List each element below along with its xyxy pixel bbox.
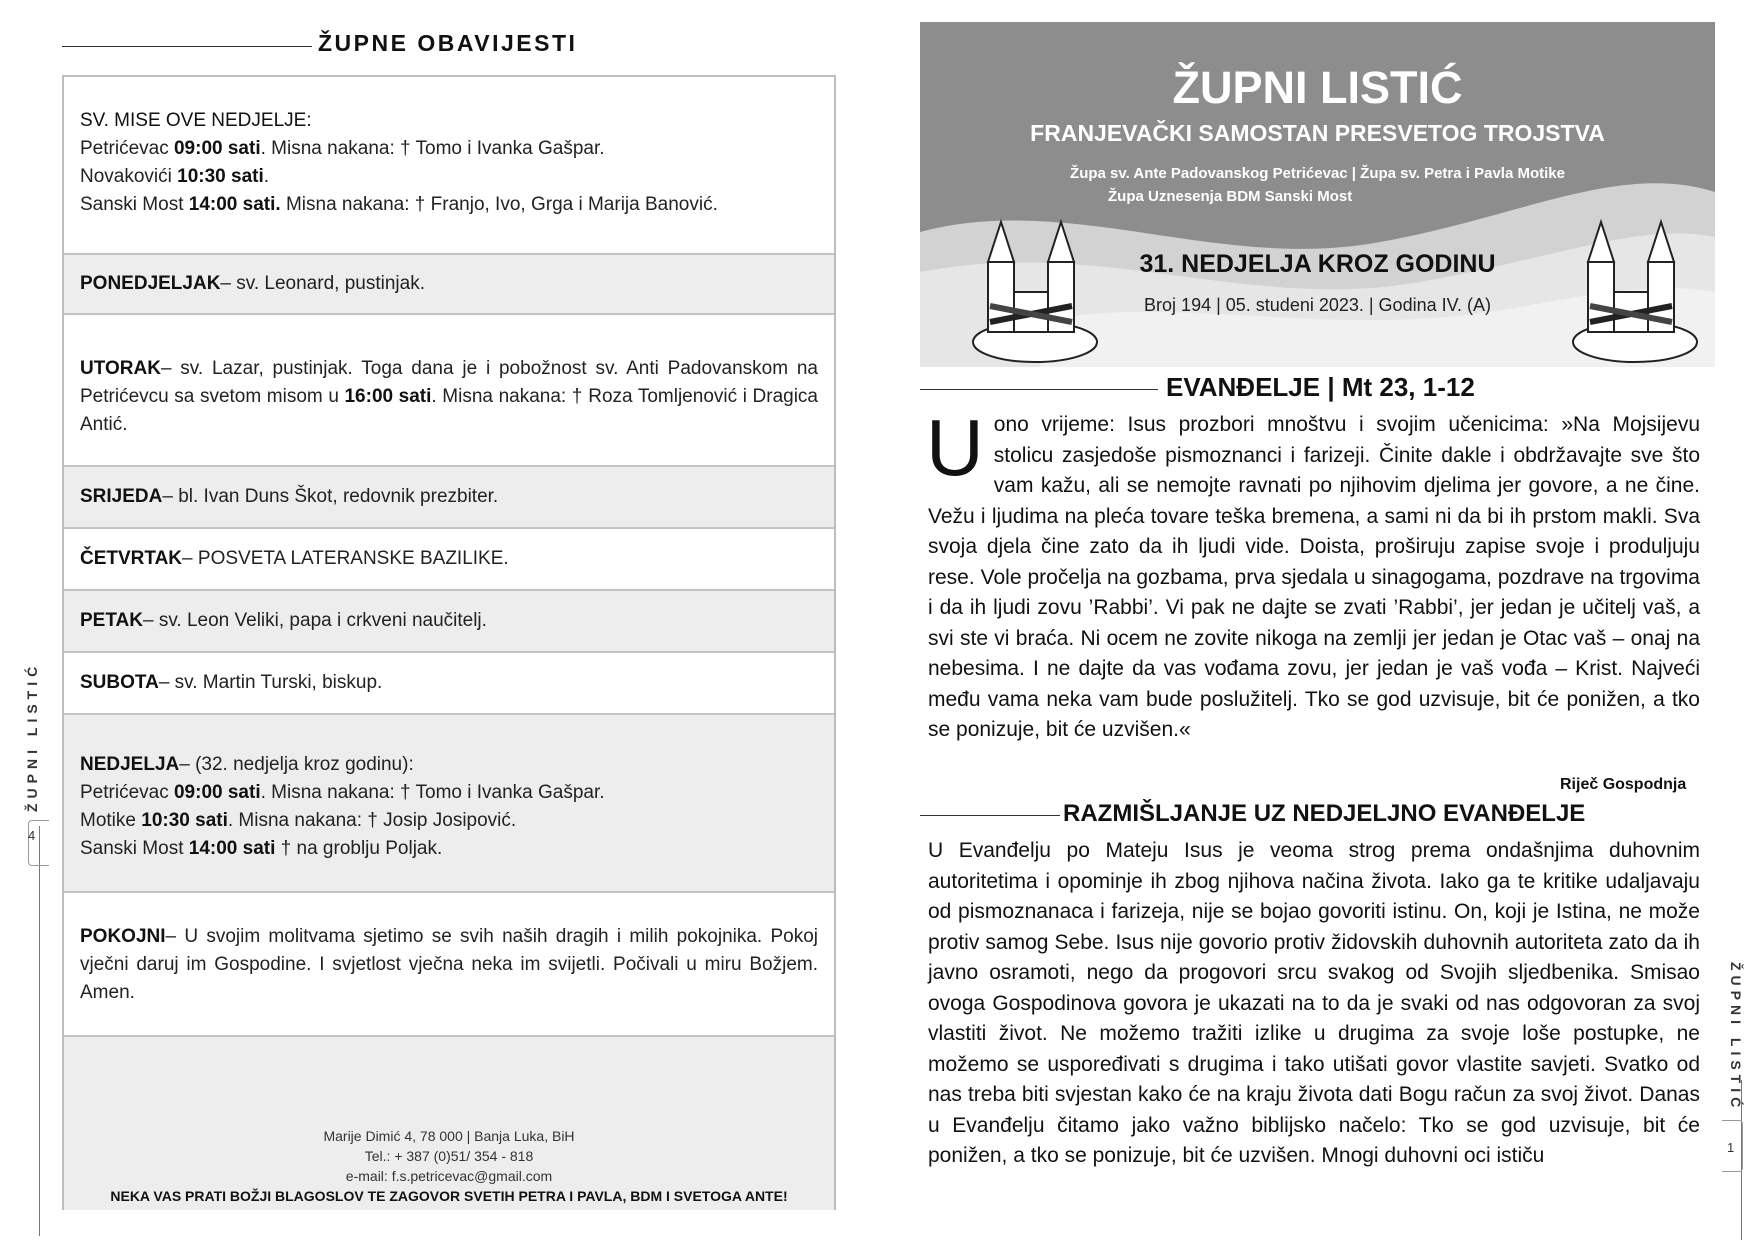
page-title: ŽUPNE OBAVIJESTI (318, 30, 578, 56)
section-rule (920, 389, 1158, 390)
section-rule (920, 815, 1060, 816)
notice-wednesday: SRIJEDA– bl. Ivan Duns Škot, redovnik prezbiter. (64, 467, 834, 529)
title-rule (62, 46, 312, 47)
side-rule-left (39, 826, 40, 1236)
bulletin-subtitle: FRANJEVAČKI SAMOSTAN PRESVETOG TROJSTVA (1030, 120, 1605, 146)
reflection-title: RAZMIŠLJANJE UZ NEDJELJNO EVANĐELJE (1063, 800, 1586, 827)
notice-deceased: POKOJNI– U svojim molitvama sjetimo se svih naših dragih i milih pokojnika. Pokoj vječni daruj im Gospodine. I svjetlost vječna neka im svijetli. Počivali u miru Božjem. Amen. (64, 893, 834, 1037)
drop-cap: U (926, 403, 984, 492)
notice-thursday: ČETVRTAK– POSVETA LATERANSKE BAZILIKE. (64, 529, 834, 591)
day-label: ČETVRTAK (80, 548, 183, 569)
parishes-line-2: Župa Uznesenja BDM Sanski Most (1108, 188, 1353, 205)
mass-line: Motike 10:30 sati. Misna nakana: † Josip Josipović. (80, 810, 517, 831)
page-number-right: 1 (1727, 1140, 1735, 1155)
page-tab-left (28, 820, 49, 866)
day-label: UTORAK (80, 358, 161, 379)
page-number-left: 4 (28, 828, 36, 843)
phone: Tel.: + 387 (0)51/ 354 - 818 (364, 1148, 534, 1164)
mass-line: Petrićevac 09:00 sati. Misna nakana: † Tomo i Ivanka Gašpar. (80, 138, 605, 159)
notice-tuesday: UTORAK– sv. Lazar, pustinjak. Toga dana je i pobožnost sv. Anti Padovanskom na Petrićevcu sa svetom misom u 16:00 sati. Misna nakana: † Roza Tomljenović i Dragica Antić. (64, 315, 834, 467)
notice-friday: PETAK– sv. Leon Veliki, papa i crkveni naučitelj. (64, 591, 834, 653)
day-label: SRIJEDA (80, 486, 163, 507)
mass-line: Sanski Most 14:00 sati † na groblju Poljak. (80, 838, 443, 859)
side-label-right: ŽUPNI LISTIĆ (1728, 962, 1744, 1113)
mass-line: Novakovići 10:30 sati. (80, 166, 270, 187)
day-label: POKOJNI (80, 926, 166, 947)
issue-info: Broj 194 | 05. studeni 2023. | Godina IV. (A) (1144, 295, 1491, 315)
notice-sunday: NEDJELJA– (32. nedjelja kroz godinu): Petrićevac 09:00 sati. Misna nakana: † Tomo i Ivanka Gašpar. Motike 10:30 sati. Misna nakana: † Josip Josipović. Sanski Most 14:00 sati † na groblju Poljak. (64, 715, 834, 893)
contact-footer (64, 1126, 834, 1210)
notice-masses (64, 77, 834, 255)
reflection-text: U Evanđelju po Mateju Isus je veoma strog prema ondašnjima duhovnim autoritetima i opominje ih zbog njihova načina života. Iako ga te kritike udaljavaju od pismoznanaca i farizeja, nije se bojao govoriti istinu. On, koji je Istina, ne može protiv samog Sebe. Isus nije govorio protiv židovskih duhovnih autoriteta zato da ih javno osramoti, nego da progovori srcu svakog od Svojih sljedbenika. Smisao ovoga Gospodinova govora je ukazati na to da je svaki od nas odgovoran za svoj vlastiti život. Ne možemo tražiti izlike u drugima za svoje loše postupke, ne možemo se uspoređivati s drugima i tako utišati govor vlastite savjeti. Svatko od nas treba biti svjestan kako će na kraju života dati Bogu račun za svoj život. Danas u Evanđelju čitamo jako važno biblijsko načelo: Tko se god uzvisuje, bit će ponižen, a tko se ponizuje, bit će uzvišen. Mnogi duhovni oci ističu (928, 839, 1700, 1167)
email: e-mail: f.s.petricevac@gmail.com (345, 1168, 553, 1184)
gospel-text: Uono vrijeme: Isus prozbori mnoštvu i svojim učenicima: »Na Mojsijevu stolicu zasjedoše pismoznanci i farizeji. Činite dakle i obdržavajte sve što vam kažu, ali se nemojte ravnati po njihovim djelima jer govore, a ne čine. Vežu i ljudima na pleća tovare teška bremena, a sami ni da bi ih prstom makli. Sva svoja djela čine zato da ih ljudi vide. Doista, proširuju zapise svoje i produljuju rese. Vole pročelja na gozbama, prva sjedala u sinagogama, pozdrave na trgovima i da ih ljudi zovu ’Rabbi’. Vi pak ne dajte se zvati ’Rabbi’, jer jedan je učitelj vaš, a svi ste vi braća. Ni ocem ne zovite nikoga na zemlji jer jedan je Otac vaš – onaj na nebesima. I ne dajte da vas vođama zovu, jer jedan je vaš vođa – Krist. Najveći među vama neka vam bude poslužitelj. Tko se god uzvisuje, bit će ponižen, a tko se ponizuje, bit će uzvišen.« (926, 403, 1700, 741)
masses-heading: SV. MISE OVE NEDJELJE: (80, 110, 312, 131)
notice-saturday: SUBOTA– sv. Martin Turski, biskup. (64, 653, 834, 715)
day-label: PONEDJELJAK (80, 273, 221, 294)
gospel-closing: Riječ Gospodnja (1560, 776, 1687, 793)
address: Marije Dimić 4, 78 000 | Banja Luka, BiH (323, 1128, 575, 1144)
day-label: SUBOTA (80, 672, 159, 693)
side-label-left: ŽUPNI LISTIĆ (24, 661, 40, 812)
mass-line: Petrićevac 09:00 sati. Misna nakana: † Tomo i Ivanka Gašpar. (80, 782, 605, 803)
parishes-line-1: Župa sv. Ante Padovanskog Petrićevac | Župa sv. Petra i Pavla Motike (1070, 165, 1565, 182)
blessing: NEKA VAS PRATI BOŽJI BLAGOSLOV TE ZAGOVOR SVETIH PETRA I PAVLA, BDM I SVETOGA ANTE! (110, 1188, 788, 1204)
day-label: NEDJELJA (80, 754, 180, 775)
bulletin-title: ŽUPNI LISTIĆ (1172, 62, 1463, 113)
notices-box (62, 75, 836, 1210)
day-label: PETAK (80, 610, 143, 631)
day-text: – sv. Leonard, pustinjak. (220, 273, 425, 294)
gospel-title: EVANĐELJE | Mt 23, 1-12 (1166, 372, 1475, 402)
notice-monday (64, 255, 834, 315)
liturgical-sunday: 31. NEDJELJA KROZ GODINU (1139, 250, 1496, 278)
mass-line: Sanski Most 14:00 sati. Misna nakana: † Franjo, Ivo, Grga i Marija Banović. (80, 194, 718, 215)
